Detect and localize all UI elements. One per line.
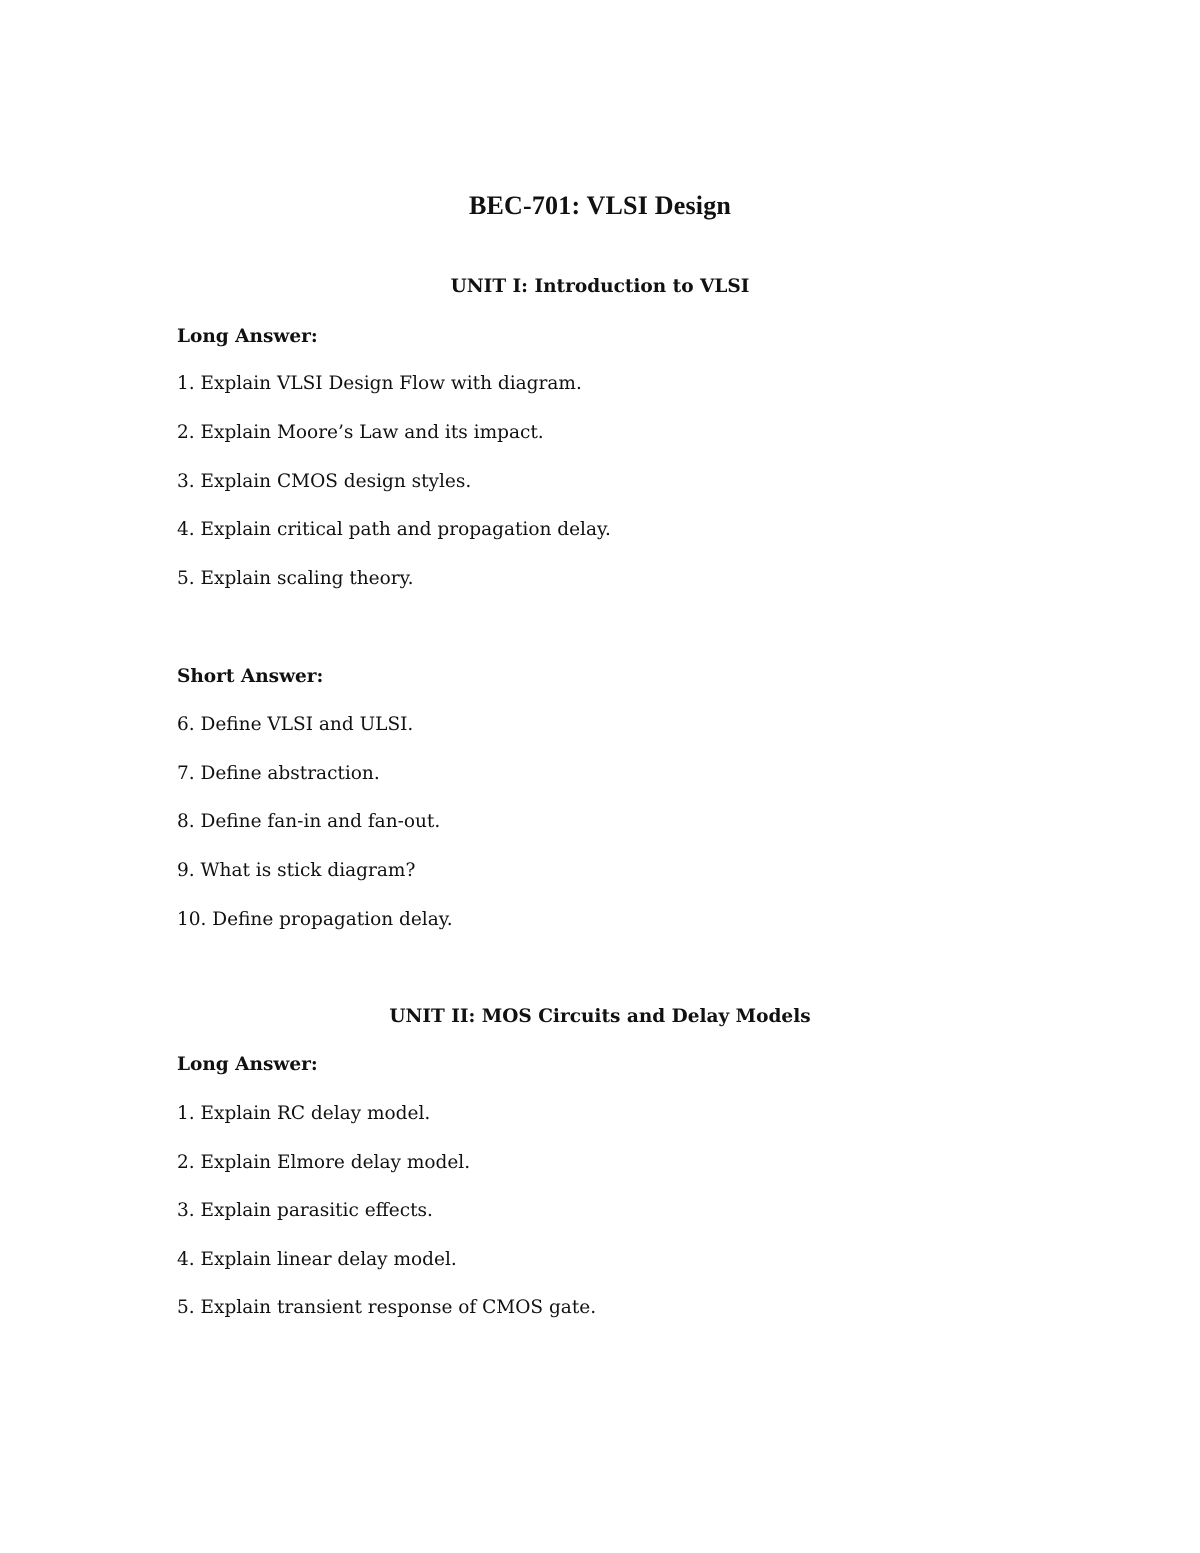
unit-1-long-answer-label: Long Answer:: [177, 326, 318, 347]
unit-1-short-question: 10. Define propagation delay.: [177, 909, 453, 930]
unit-1-long-question: 1. Explain VLSI Design Flow with diagram.: [177, 373, 582, 394]
unit-1-long-question: 4. Explain critical path and propagation delay.: [177, 519, 611, 540]
unit-1-short-question: 7. Define abstraction.: [177, 763, 380, 784]
unit-1-long-question: 5. Explain scaling theory.: [177, 568, 414, 589]
unit-1-short-question: 9. What is stick diagram?: [177, 860, 416, 881]
unit-2-long-answer-label: Long Answer:: [177, 1054, 318, 1075]
unit-2-long-question: 1. Explain RC delay model.: [177, 1103, 431, 1124]
unit-2-heading: UNIT II: MOS Circuits and Delay Models: [389, 1006, 811, 1027]
unit-1-short-answer-label: Short Answer:: [177, 666, 324, 687]
unit-2-long-question: 5. Explain transient response of CMOS gate.: [177, 1297, 597, 1318]
unit-2-long-question: 4. Explain linear delay model.: [177, 1249, 457, 1270]
unit-1-heading: UNIT I: Introduction to VLSI: [450, 276, 750, 297]
unit-2-long-question: 3. Explain parasitic effects.: [177, 1200, 433, 1221]
unit-1-short-question: 6. Define VLSI and ULSI.: [177, 714, 414, 735]
unit-1-long-question: 3. Explain CMOS design styles.: [177, 471, 472, 492]
unit-2-long-question: 2. Explain Elmore delay model.: [177, 1152, 471, 1173]
unit-1-long-question: 2. Explain Moore’s Law and its impact.: [177, 422, 544, 443]
unit-1-short-question: 8. Define fan-in and fan-out.: [177, 811, 441, 832]
document-title: BEC-701: VLSI Design: [468, 191, 732, 220]
